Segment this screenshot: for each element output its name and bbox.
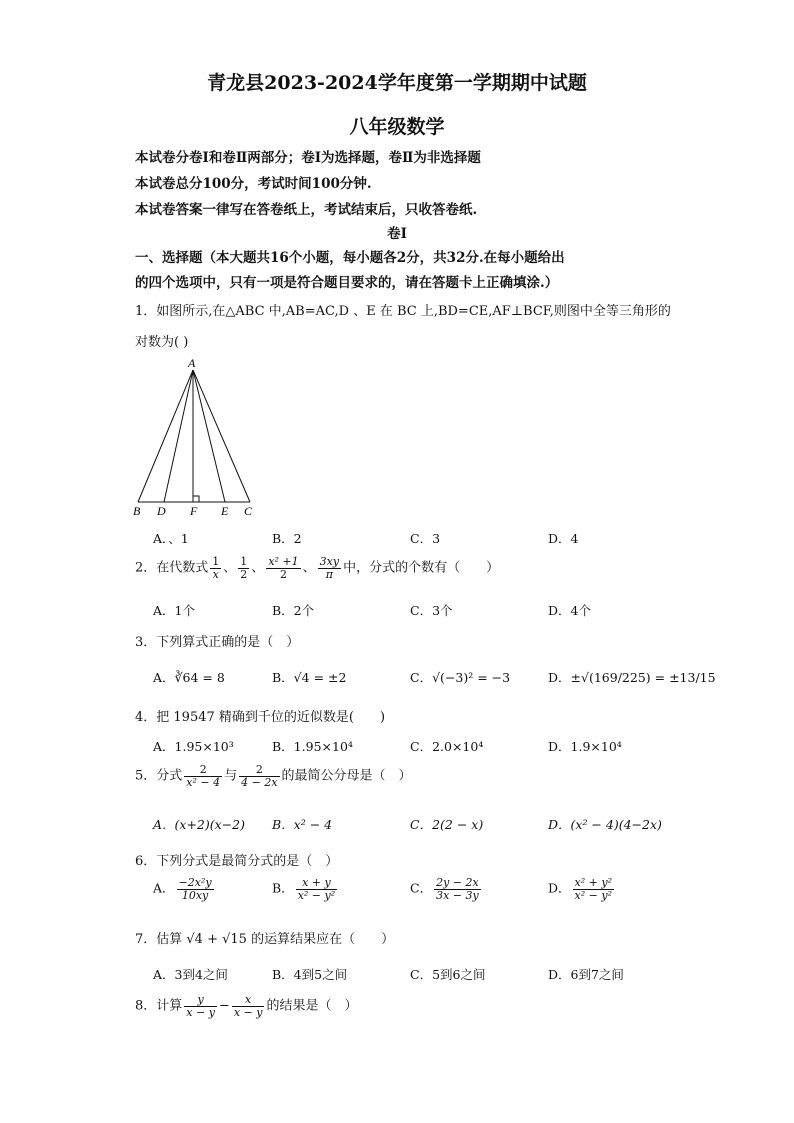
question-3-text: 3．下列算式正确的是（ ）	[135, 635, 300, 650]
right-angle-mark	[193, 496, 199, 502]
option-c[interactable]: C．3	[410, 531, 441, 546]
option-d[interactable]: D．±√(169/225) = ±13/15	[548, 670, 716, 685]
option-c[interactable]: C．5到6之间	[410, 967, 486, 982]
option-b[interactable]: B． $\frac{x + y}{\text{x² − y²}}$	[272, 876, 336, 902]
option-b[interactable]: B．2	[272, 531, 302, 546]
segment-ac	[193, 370, 250, 502]
option-c[interactable]: C．√(−3)² = −3	[410, 670, 511, 685]
option-b[interactable]: B．1.95×10⁴	[272, 739, 353, 754]
question-8-text: 8．计算 $\frac{y}{x - y}$ − $\frac{x}{x - y}$ 的结果是（ ）	[135, 993, 358, 1019]
instruction-line: 本试卷总分100分，考试时间100分钟.	[135, 176, 372, 192]
vertex-label-b: B	[133, 504, 141, 518]
question-1-text: 1．如图所示,在△ABC 中,AB=AC,D 、E 在 BC 上,BD=CE,AF⊥BCF,则图中全等三角形的	[135, 304, 671, 319]
exam-subtitle: 八年级数学	[349, 116, 445, 138]
question-7-text: 7．估算 √4 + √15 的运算结果应在（ ）	[135, 932, 395, 947]
segment-ae	[193, 370, 225, 502]
option-a[interactable]: A．1.95×10³	[153, 739, 234, 754]
part-heading: 的四个选项中，只有一项是符合题目要求的，请在答题卡上正确填涂.）	[135, 275, 559, 291]
vertex-label-a: A	[188, 356, 196, 370]
option-d[interactable]: D．4个	[548, 603, 591, 618]
question-5-text: 5．分式 $\frac{2}{\text{x² − 4}}$ 与 $\frac{2}{4 - 2x}$ 的最简公分母是（ ）	[135, 763, 412, 789]
option-d[interactable]: D．(x² − 4)(4−2x)	[548, 817, 662, 832]
option-d[interactable]: D．1.9×10⁴	[548, 739, 622, 754]
option-b[interactable]: B．2个	[272, 603, 315, 618]
question-1-text: 对数为( )	[135, 335, 189, 350]
instruction-line: 本试卷分卷Ⅰ和卷Ⅱ两部分；卷Ⅰ为选择题，卷Ⅱ为非选择题	[135, 150, 481, 166]
vertex-label-c: C	[244, 504, 253, 518]
exam-title: 青龙县2023-2024学年度第一学期期中试题	[207, 72, 587, 94]
option-d[interactable]: D．6到7之间	[548, 967, 624, 982]
section-title: 卷Ⅰ	[387, 226, 407, 242]
vertex-label-d: D	[157, 504, 166, 518]
option-b[interactable]: B．x² − 4	[272, 817, 333, 832]
option-a[interactable]: A．(x+2)(x−2)	[153, 817, 245, 832]
option-c[interactable]: C．2.0×10⁴	[410, 739, 484, 754]
instruction-line: 本试卷答案一律写在答卷纸上，考试结束后，只收答卷纸.	[135, 202, 478, 218]
question-6-text: 6．下列分式是最简分式的是（ ）	[135, 854, 339, 869]
option-b[interactable]: B．√4 = ±2	[272, 670, 347, 685]
option-a[interactable]: A．∛64 = 8	[153, 670, 225, 685]
option-a[interactable]: A．、1	[153, 531, 189, 546]
option-c[interactable]: C． $\frac{2y - 2x}{3x - 3y}$	[410, 876, 479, 902]
question-2-text: 2．在代数式 $\frac{1}{x}$ 、 $\frac{1}{2}$ 、 $\frac{\text{x² +1}}{2}$ 、 $\frac{3xy}{\pi}$ 中，分式的个数有（ ）	[135, 555, 500, 581]
option-d[interactable]: D．4	[548, 531, 579, 546]
option-b[interactable]: B．4到5之间	[272, 967, 348, 982]
vertex-label-e: E	[221, 504, 229, 518]
option-a[interactable]: A．1个	[153, 603, 195, 618]
option-a[interactable]: A．3到4之间	[153, 967, 228, 982]
triangle-figure	[128, 352, 268, 522]
option-c[interactable]: C．2(2 − x)	[410, 817, 484, 832]
option-a[interactable]: A． $\frac{\text{−2x²y}}{10xy}$	[153, 876, 212, 902]
option-c[interactable]: C．3个	[410, 603, 453, 618]
option-d[interactable]: D． $\frac{\text{x² + y²}}{\text{x² − y²}}$	[548, 876, 612, 902]
segment-ad	[164, 370, 193, 502]
vertex-label-f: F	[190, 504, 198, 518]
segment-ab	[138, 370, 193, 502]
part-heading: 一、选择题（本大题共16个小题，每小题各2分，共32分.在每小题给出	[135, 250, 565, 266]
question-4-text: 4．把 19547 精确到千位的近似数是( )	[135, 710, 386, 725]
